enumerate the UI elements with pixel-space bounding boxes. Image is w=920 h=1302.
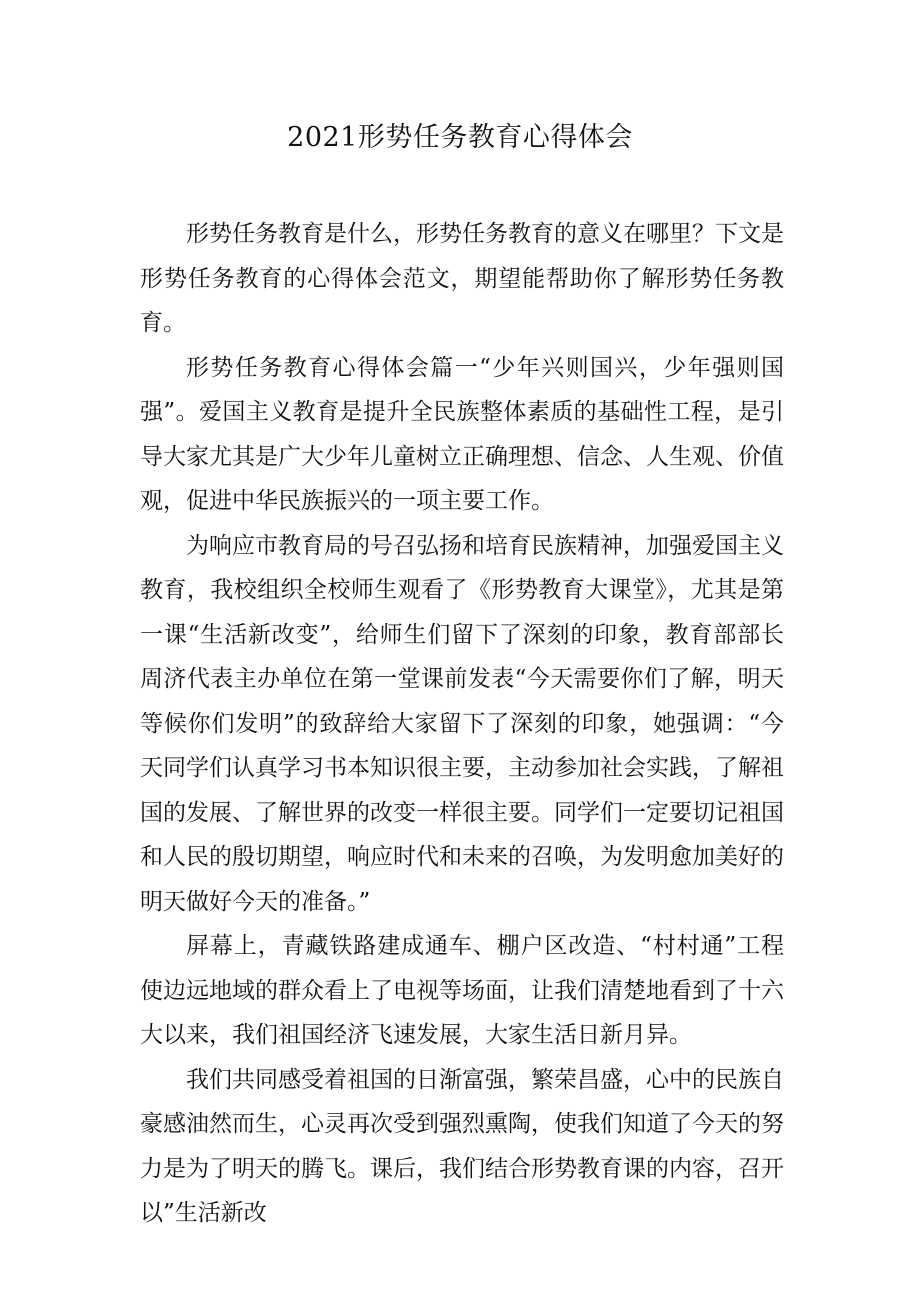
paragraph-1: 形势任务教育心得体会篇一“少年兴则国兴，少年强则国强”。爱国主义教育是提升全民族整体素质的基础性工程，是引导大家尤其是广大少年儿童树立正确理想、信念、人生观、价值观，促进中华民族振兴的一项主要工作。 bbox=[140, 354, 784, 514]
paragraph-4: 我们共同感受着祖国的日渐富强，繁荣昌盛，心中的民族自豪感油然而生，心灵再次受到强烈熏陶，使我们知道了今天的努力是为了明天的腾飞。课后，我们结合形势教育课的内容，召开以”生活新改 bbox=[140, 1066, 784, 1226]
document-body bbox=[140, 212, 784, 1236]
paragraph-intro: 形势任务教育是什么，形势任务教育的意义在哪里？下文是形势任务教育的心得体会范文，期望能帮助你了解形势任务教育。 bbox=[140, 221, 784, 336]
paragraph-3: 屏幕上，青藏铁路建成通车、棚户区改造、“村村通”工程使边远地域的群众看上了电视等场面，让我们清楚地看到了十六大以来，我们祖国经济飞速发展，大家生活日新月异。 bbox=[140, 933, 784, 1048]
paragraph-2: 为响应市教育局的号召弘扬和培育民族精神，加强爱国主义教育，我校组织全校师生观看了《形势教育大课堂》，尤其是第一课“生活新改变”，给师生们留下了深刻的印象，教育部部长周济代表主办单位在第一堂课前发表“今天需要你们了解，明天等候你们发明”的致辞给大家留下了深刻的印象，她强调：“今天同学们认真学习书本知识很主要，主动参加社会实践，了解祖国的发展、了解世界的改变一样很主要。同学们一定要切记祖国和人民的殷切期望，响应时代和未来的召唤，为发明愈加美好的明天做好今天的准备。” bbox=[140, 532, 784, 915]
document-title: 2021形势任务教育心得体会 bbox=[287, 122, 633, 153]
